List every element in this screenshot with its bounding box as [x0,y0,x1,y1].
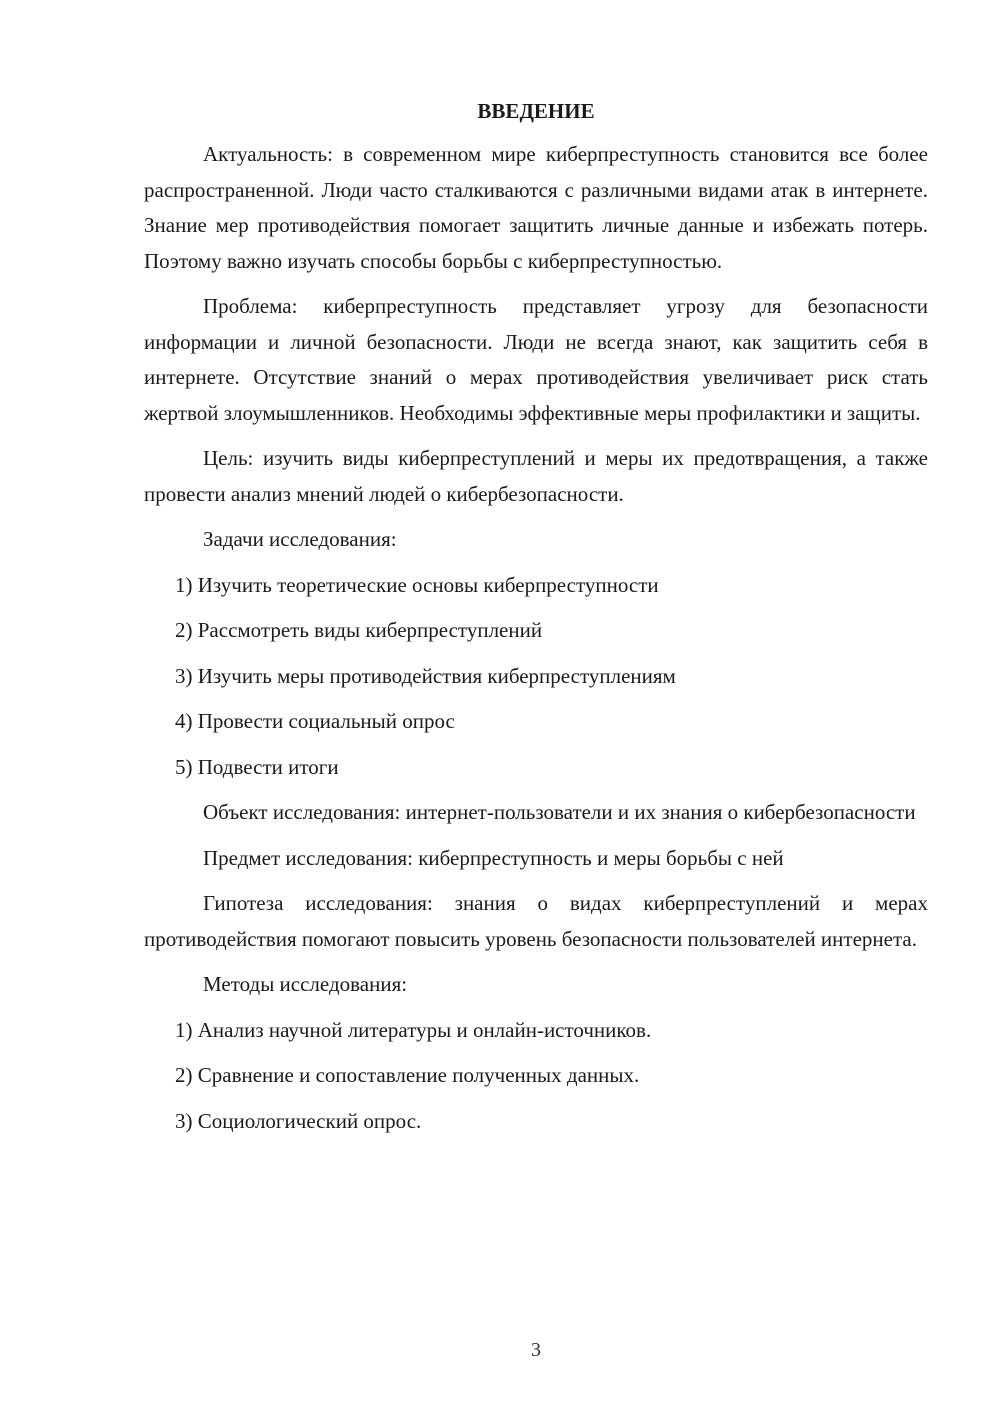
tasks-heading: Задачи исследования: [203,527,397,551]
page-content [144,94,928,1149]
task-item: 2) Рассмотреть виды киберпреступлений [175,618,543,642]
relevance-paragraph: Актуальность: в современном мире киберпреступность становится все более распространенной. Люди часто сталкиваются с различными видами атак в интернете. Знание мер противодействия помогает защитить личные данные и избежать потерь. Поэтому важно изучать способы борьбы с киберпреступностью. [144,142,928,273]
task-item: 5) Подвести итоги [175,754,339,779]
task-item: 1) Изучить теоретические основы киберпреступности [175,572,659,597]
method-item: 3) Социологический опрос. [175,1108,422,1133]
object-paragraph: Объект исследования: интернет-пользователи и их знания о кибербезопасности [203,800,916,824]
subject-paragraph: Предмет исследования: киберпреступность и меры борьбы с ней [203,845,784,870]
goal-paragraph: Цель: изучить виды киберпреступлений и меры их предотвращения, а также провести анализ мнений людей о кибербезопасности. [144,446,928,506]
section-title: ВВЕДЕНИЕ [477,99,595,123]
problem-paragraph: Проблема: киберпреступность представляет угрозу для безопасности информации и личной безопасности. Люди не всегда знают, как защитить себя в интернете. Отсутствие знаний о мерах противодействия увеличивает риск стать жертвой злоумышленников. Необходимы эффективные меры профилактики и защиты. [144,294,928,425]
methods-heading: Методы исследования: [203,972,408,996]
task-item: 3) Изучить меры противодействия киберпреступлениям [175,663,676,688]
task-item: 4) Провести социальный опрос [175,709,455,733]
method-item: 2) Сравнение и сопоставление полученных данных. [175,1063,640,1087]
page-number: 3 [531,1339,541,1361]
hypothesis-paragraph: Гипотеза исследования: знания о видах киберпреступлений и мерах противодействия помогают повысить уровень безопасности пользователей интернета. [144,891,928,951]
method-item: 1) Анализ научной литературы и онлайн-источников. [175,1017,652,1042]
